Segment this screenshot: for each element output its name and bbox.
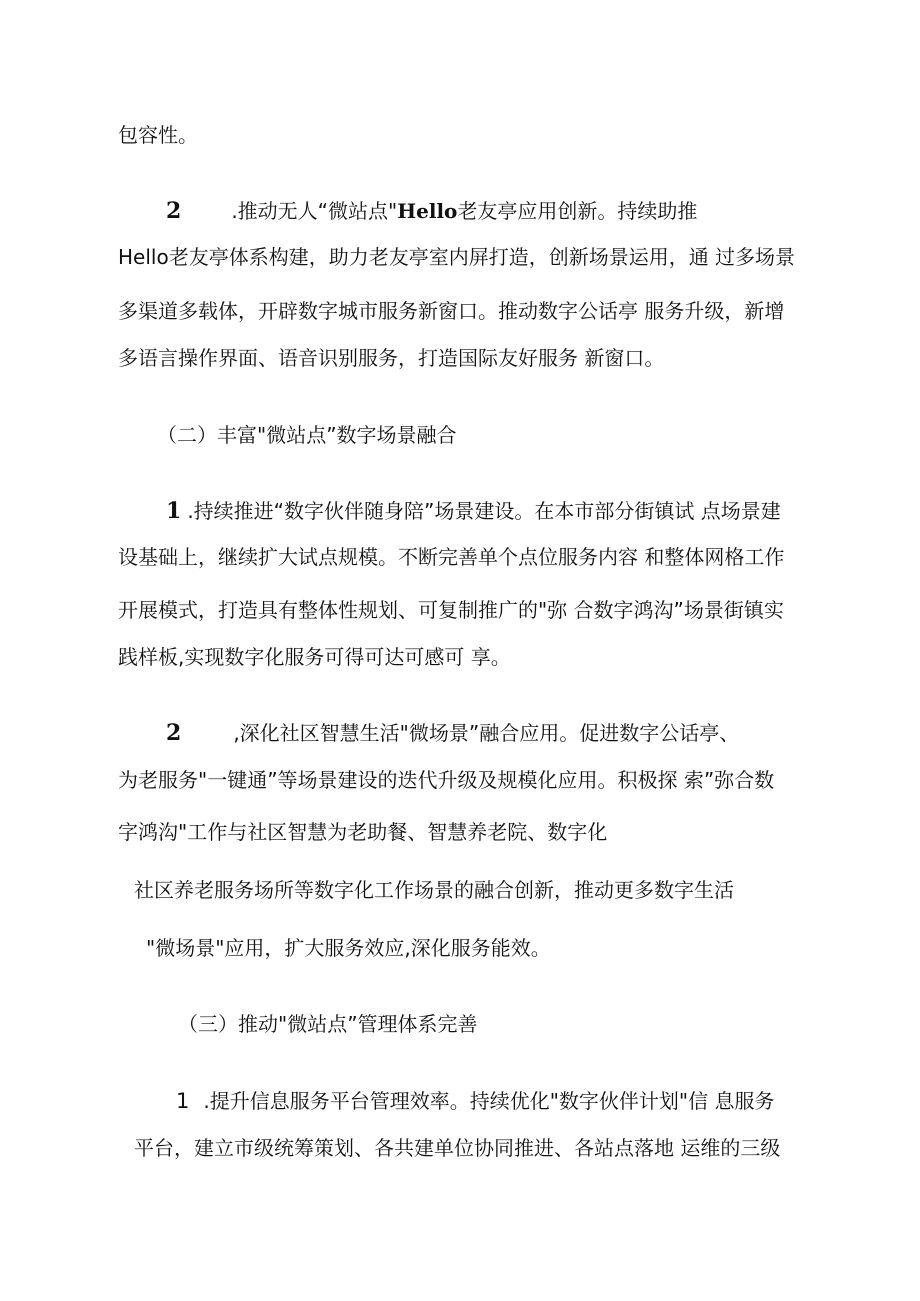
text-line: 践样板,实现数字化服务可得可达可感可 享。 <box>118 645 511 669</box>
section-heading-3 <box>178 1010 478 1038</box>
heading-text: （二）丰富"微站点”数字场景融合 <box>157 423 457 447</box>
text-segment: 老友亭应用创新。持续助推 <box>457 199 698 223</box>
paragraph-4-line-2 <box>134 1134 780 1162</box>
paragraph-3-line-4 <box>134 876 734 904</box>
paragraph-3-line-5 <box>146 934 551 962</box>
text-segment: .提升信息服务平台管理效率。持续优化"数字伙伴计划"信 息服务 <box>203 1089 775 1113</box>
text-line: 为老服务"一键通”等场景建设的迭代升级及规模化应用。积极探 索”弥合数 <box>118 768 775 792</box>
text-line: Hello老友亭体系构建，助力老友亭室内屏打造，创新场景运用，通 过多场景 <box>118 245 796 269</box>
text-segment: ,深化社区智慧生活"微场景”融合应用。促进数字公话亭、 <box>233 721 740 745</box>
paragraph-2-line-1 <box>166 497 781 525</box>
text-line: 开展模式，打造具有整体性规划、可复制推广的"弥 合数字鸿沟”场景街镇实 <box>118 598 784 622</box>
item-number: 1 <box>166 498 182 524</box>
text-segment: .推动无人“微站点" <box>231 199 398 223</box>
paragraph-3-line-3 <box>118 818 607 846</box>
text-segment-bold: Hello <box>397 199 458 223</box>
paragraph-continuation <box>118 121 198 149</box>
item-number: 2 <box>166 720 182 746</box>
paragraph-1-line-2 <box>118 243 795 271</box>
text-line: 包容性。 <box>118 123 198 147</box>
paragraph-2-line-3 <box>118 596 784 624</box>
item-number: 2 <box>166 198 182 224</box>
paragraph-4-line-1 <box>176 1087 775 1115</box>
paragraph-1-line-4 <box>118 344 664 372</box>
text-line: "微场景"应用，扩大服务效应,深化服务能效。 <box>146 936 551 960</box>
paragraph-1-line-3 <box>118 297 784 325</box>
paragraph-3-line-2 <box>118 766 774 794</box>
text-line: 字鸿沟"工作与社区智慧为老助餐、智慧养老院、数字化 <box>118 820 608 844</box>
paragraph-3-line-1 <box>166 719 739 747</box>
text-line: 多语言操作界面、语音识别服务，打造国际友好服务 新窗口。 <box>118 346 665 370</box>
text-line: 多渠道多载体，开辟数字城市服务新窗口。推动数字公话亭 服务升级，新增 <box>118 299 785 323</box>
paragraph-2-line-2 <box>118 543 784 571</box>
text-line: 社区养老服务场所等数字化工作场景的融合创新，推动更多数字生活 <box>134 878 734 902</box>
paragraph-2-line-4 <box>118 643 511 671</box>
heading-text: （三）推动"微站点”管理体系完善 <box>178 1012 478 1036</box>
text-line: 平台，建立市级统筹策划、各共建单位协同推进、各站点落地 运维的三级 <box>134 1136 781 1160</box>
paragraph-1-line-1 <box>166 197 697 225</box>
item-number: 1 <box>176 1089 190 1113</box>
text-segment: .持续推进“数字伙伴随身陪”场景建设。在本市部分街镇试 点场景建 <box>187 499 781 523</box>
text-line: 设基础上，继续扩大试点规模。不断完善单个点位服务内容 和整体网格工作 <box>118 545 785 569</box>
section-heading-2 <box>157 421 457 449</box>
